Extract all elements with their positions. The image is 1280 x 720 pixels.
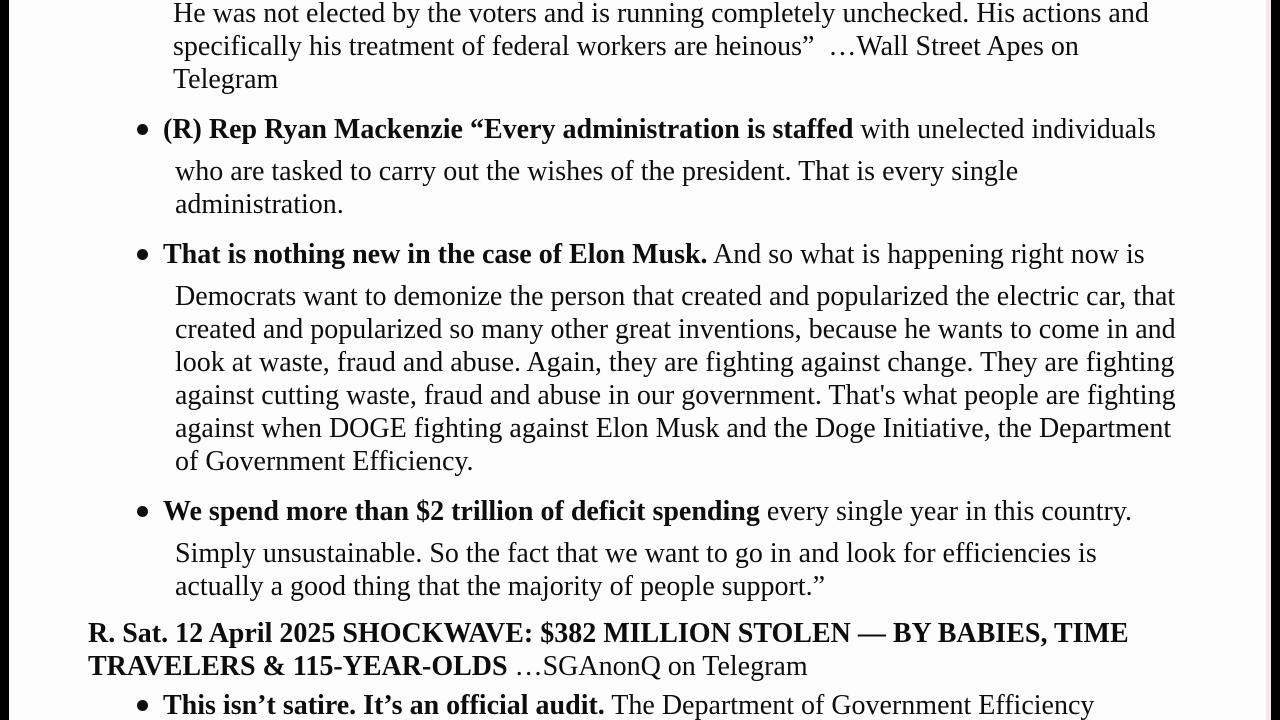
text-run: He was not elected by the voters and is running completely unchecked. His actions and — [173, 0, 1149, 29]
bullet-item — [9, 113, 1271, 146]
text-line — [163, 238, 1271, 271]
bullet-icon — [137, 506, 148, 517]
text-line — [175, 280, 1271, 313]
paragraph — [9, 155, 1271, 221]
text-run: specifically his treatment of federal workers are heinous” …Wall Street Apes on — [173, 31, 1079, 62]
text-run: created and popularized so many other great inventions, because he wants to come in and — [175, 314, 1176, 345]
bold-text-run: That is nothing new in the case of Elon Musk. — [163, 239, 708, 270]
text-line — [175, 412, 1271, 445]
text-line — [175, 537, 1271, 570]
text-run: …SGAnonQ on Telegram — [507, 651, 808, 682]
text-line — [173, 0, 1271, 30]
right-letterbox-bar — [1271, 0, 1280, 720]
bold-text-run: TRAVELERS & 115-YEAR-OLDS — [88, 651, 508, 682]
text-run: of Government Efficiency. — [175, 446, 474, 477]
text-run: And so what is happening right now is — [707, 239, 1145, 270]
document-page — [9, 0, 1271, 720]
text-line — [175, 379, 1271, 412]
text-line — [175, 155, 1271, 188]
text-line — [175, 445, 1271, 478]
text-run: who are tasked to carry out the wishes of the president. That is every single — [175, 156, 1019, 187]
bullet-icon — [137, 124, 148, 135]
text-line — [175, 570, 1271, 603]
text-run: every single year in this country. — [759, 496, 1133, 527]
bold-text-run: (R) Rep Ryan Mackenzie “Every administration is staffed — [163, 114, 854, 145]
bullet-item — [9, 495, 1271, 528]
paragraph — [9, 280, 1271, 478]
text-run: against when DOGE fighting against Elon Musk and the Doge Initiative, the Department — [175, 413, 1172, 444]
text-line — [163, 689, 1271, 720]
bullet-icon — [137, 249, 148, 260]
bold-text-run: We spend more than $2 trillion of deficit spending — [163, 496, 760, 527]
text-line — [173, 30, 1271, 63]
text-line — [163, 113, 1271, 146]
text-run: administration. — [175, 189, 344, 220]
text-line — [88, 617, 1271, 650]
text-run: Telegram — [173, 64, 279, 95]
text-run: look at waste, fraud and abuse. Again, they are fighting against change. They are fighting — [175, 347, 1175, 378]
text-run: actually a good thing that the majority of people support.” — [175, 571, 826, 602]
document-content — [9, 0, 1271, 720]
text-run: with unelected individuals — [853, 114, 1156, 145]
bold-text-run: This isn’t satire. It’s an official audit. — [163, 690, 605, 720]
paragraph — [9, 0, 1271, 96]
text-line — [173, 63, 1271, 96]
text-line — [175, 346, 1271, 379]
paragraph — [9, 537, 1271, 603]
text-line — [175, 188, 1271, 221]
text-run: Simply unsustainable. So the fact that we want to go in and look for efficiencies is — [175, 538, 1097, 569]
bold-text-run: R. Sat. 12 April 2025 SHOCKWAVE: $382 MILLION STOLEN — BY BABIES, TIME — [88, 618, 1129, 649]
text-run: The Department of Government Efficiency — [604, 690, 1095, 720]
text-line — [88, 650, 1271, 683]
bullet-icon — [137, 700, 148, 711]
text-run: against cutting waste, fraud and abuse in our government. That's what people are fighting — [175, 380, 1176, 411]
paragraph — [9, 617, 1271, 683]
left-letterbox-bar — [0, 0, 9, 720]
bullet-item — [9, 238, 1271, 271]
text-run: Democrats want to demonize the person that created and popularized the electric car, that — [175, 281, 1176, 312]
text-line — [175, 313, 1271, 346]
bullet-item — [9, 689, 1271, 720]
text-line — [163, 495, 1271, 528]
